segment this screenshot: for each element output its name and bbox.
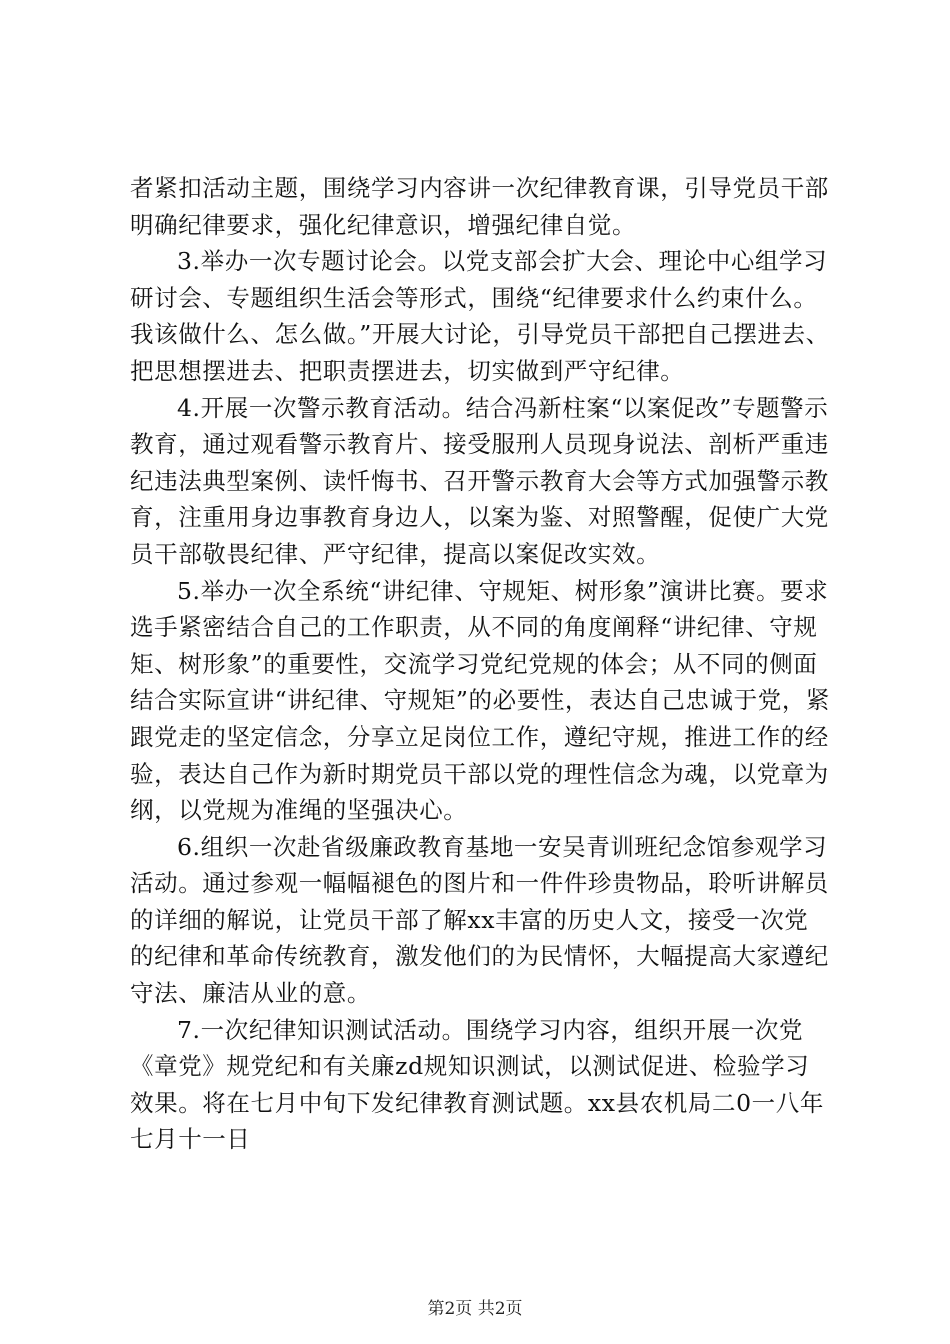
paragraph-item-6: 6.组织一次赴省级廉政教育基地一安吴青训班纪念馆参观学习活动。通过参观一幅幅褪色的图片和一件件珍贵物品，聆听讲解员的详细的解说，让党员干部了解xx丰富的历史人文，接受一次党的纪律和革命传统教育，激发他们的为民情怀，大幅提高大家遵纪守法、廉洁从业的意。: [130, 832, 829, 1008]
paragraph-item-7: 7.一次纪律知识测试活动。围绕学习内容，组织开展一次党《章党》规党纪和有关廉zd规知识测试，以测试促进、检验学习效果。将在七月中旬下发纪律教育测试题。xx县农机局二0一八年七月十一日: [130, 1015, 824, 1154]
page-footer: [0, 1298, 950, 1320]
paragraph-item-4: 4.开展一次警示教育活动。结合冯新柱案“以案促改”专题警示教育，通过观看警示教育片、接受服刑人员现身说法、剖析严重违纪违法典型案例、读忏悔书、召开警示教育大会等方式加强警示教育，注重用身边事教育身边人，以案为鉴、对照警醒，促使广大党员干部敬畏纪律、严守纪律，提高以案促改实效。: [130, 393, 829, 568]
page-number-label: 第2页 共2页: [427, 1299, 523, 1319]
paragraph-item-5: 5.举办一次全系统“讲纪律、守规矩、树形象”演讲比赛。要求选手紧密结合自己的工作职责，从不同的角度阐释“讲纪律、守规矩、树形象”的重要性，交流学习党纪党规的体会；从不同的侧面结合实际宣讲“讲纪律、守规矩”的必要性，表达自己忠诚于党，紧跟党走的坚定信念，分享立足岗位工作，遵纪守规，推进工作的经验，表达自己作为新时期党员干部以党的理性信念为魂，以党章为纲，以党规为准绳的坚强决心。: [130, 576, 831, 825]
document-body: [130, 170, 832, 1158]
paragraph-item-3: 3.举办一次专题讨论会。以党支部会扩大会、理论中心组学习研讨会、专题组织生活会等形式，围绕“纪律要求什么约束什么。我该做什么、怎么做。”开展大讨论，引导党员干部把自己摆进去、把思想摆进去、把职责摆进去，切实做到严守纪律。: [130, 247, 830, 385]
paragraph-continuation: 者紧扣活动主题，围绕学习内容讲一次纪律教育课，引导党员干部明确纪律要求，强化纪律意识，增强纪律自觉。: [130, 174, 829, 239]
